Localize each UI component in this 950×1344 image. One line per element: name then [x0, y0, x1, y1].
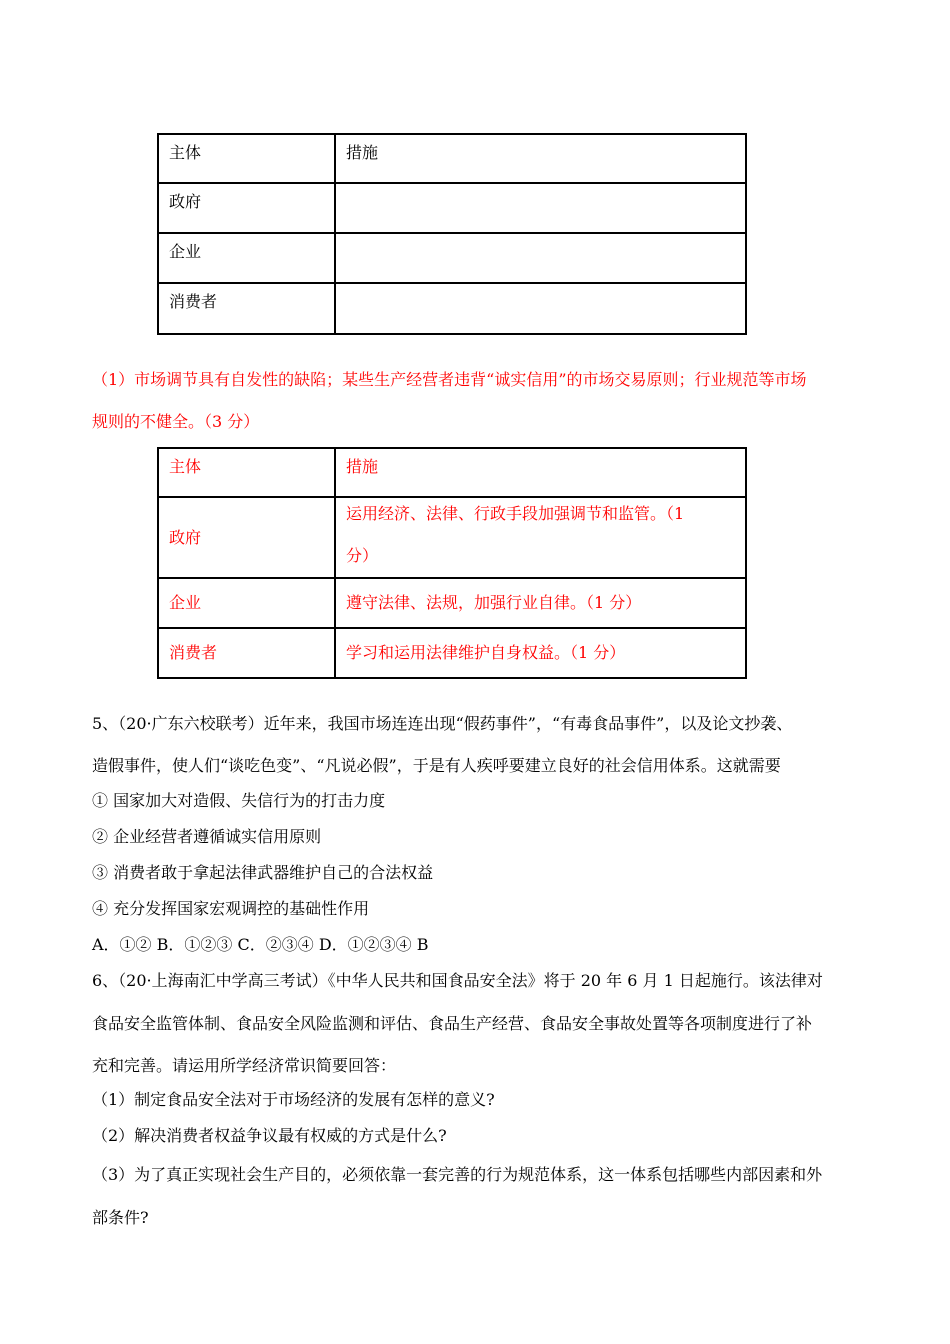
question6-stem-line2: 食品安全监管体制、食品安全风险监测和评估、食品生产经营、食品安全事故处置等各项制度进行了补 — [92, 1014, 813, 1033]
table1-row-government-measure — [335, 183, 746, 233]
table2-header-subject: 主体 — [158, 448, 335, 497]
table1-header-subject: 主体 — [158, 134, 335, 183]
question5-stem-line1: 5、（20·广东六校联考）近年来，我国市场连连出现“假药事件”，“有毒食品事件”，以及论文抄袭、 — [92, 714, 793, 733]
blank-measures-table — [157, 133, 747, 335]
question5-option-3: ③ 消费者敢于拿起法律武器维护自己的合法权益 — [92, 863, 434, 882]
table1-row-enterprise: 企业 — [158, 233, 335, 283]
question6-stem-line1: 6、（20·上海南汇中学高三考试）《中华人民共和国食品安全法》将于 20 年 6 月 1 日起施行。该法律对 — [92, 971, 823, 990]
table2-government-measure-line1: 运用经济、法律、行政手段加强调节和监管。（1 — [346, 504, 685, 523]
question6-stem-line3: 充和完善。请运用所学经济常识简要回答： — [92, 1056, 397, 1075]
question6-sub1: （1）制定食品安全法对于市场经济的发展有怎样的意义? — [92, 1090, 495, 1109]
question5-option-2: ② 企业经营者遵循诚实信用原则 — [92, 827, 322, 846]
question6-sub2: （2）解决消费者权益争议最有权威的方式是什么? — [92, 1126, 447, 1145]
table2-row-government-measure — [335, 497, 746, 578]
table1-header-measure: 措施 — [335, 134, 746, 183]
table1-row-consumer-measure — [335, 283, 746, 334]
table2-row-consumer-measure: 学习和运用法律维护自身权益。（1 分） — [335, 628, 746, 678]
question5-choices: A．①② B．①②③ C．②③④ D．①②③④ B — [92, 935, 429, 954]
answer-measures-table — [157, 447, 747, 679]
table2-row-government: 政府 — [158, 497, 335, 578]
question5-stem-line2: 造假事件，使人们“谈吃色变”、“凡说必假”，于是有人疾呼要建立良好的社会信用体系。这就需要 — [92, 756, 781, 775]
question5-option-4: ④ 充分发挥国家宏观调控的基础性作用 — [92, 899, 370, 918]
table1-row-government: 政府 — [158, 183, 335, 233]
answer1-line1: （1）市场调节具有自发性的缺陷；某些生产经营者违背“诚实信用”的市场交易原则；行业规范等市场 — [92, 370, 807, 389]
table1-row-enterprise-measure — [335, 233, 746, 283]
question5-option-1: ① 国家加大对造假、失信行为的打击力度 — [92, 791, 386, 810]
question6-sub3-line1: （3）为了真正实现社会生产目的，必须依靠一套完善的行为规范体系，这一体系包括哪些内部因素和外 — [92, 1165, 823, 1184]
table2-header-measure: 措施 — [335, 448, 746, 497]
question6-sub3-line2: 部条件? — [92, 1208, 149, 1227]
table2-row-enterprise-measure: 遵守法律、法规，加强行业自律。（1 分） — [335, 578, 746, 628]
table2-government-measure-line2: 分） — [346, 546, 379, 565]
table1-row-consumer: 消费者 — [158, 283, 335, 334]
table2-row-enterprise: 企业 — [158, 578, 335, 628]
table2-row-consumer: 消费者 — [158, 628, 335, 678]
answer1-line2: 规则的不健全。（3 分） — [92, 412, 260, 431]
